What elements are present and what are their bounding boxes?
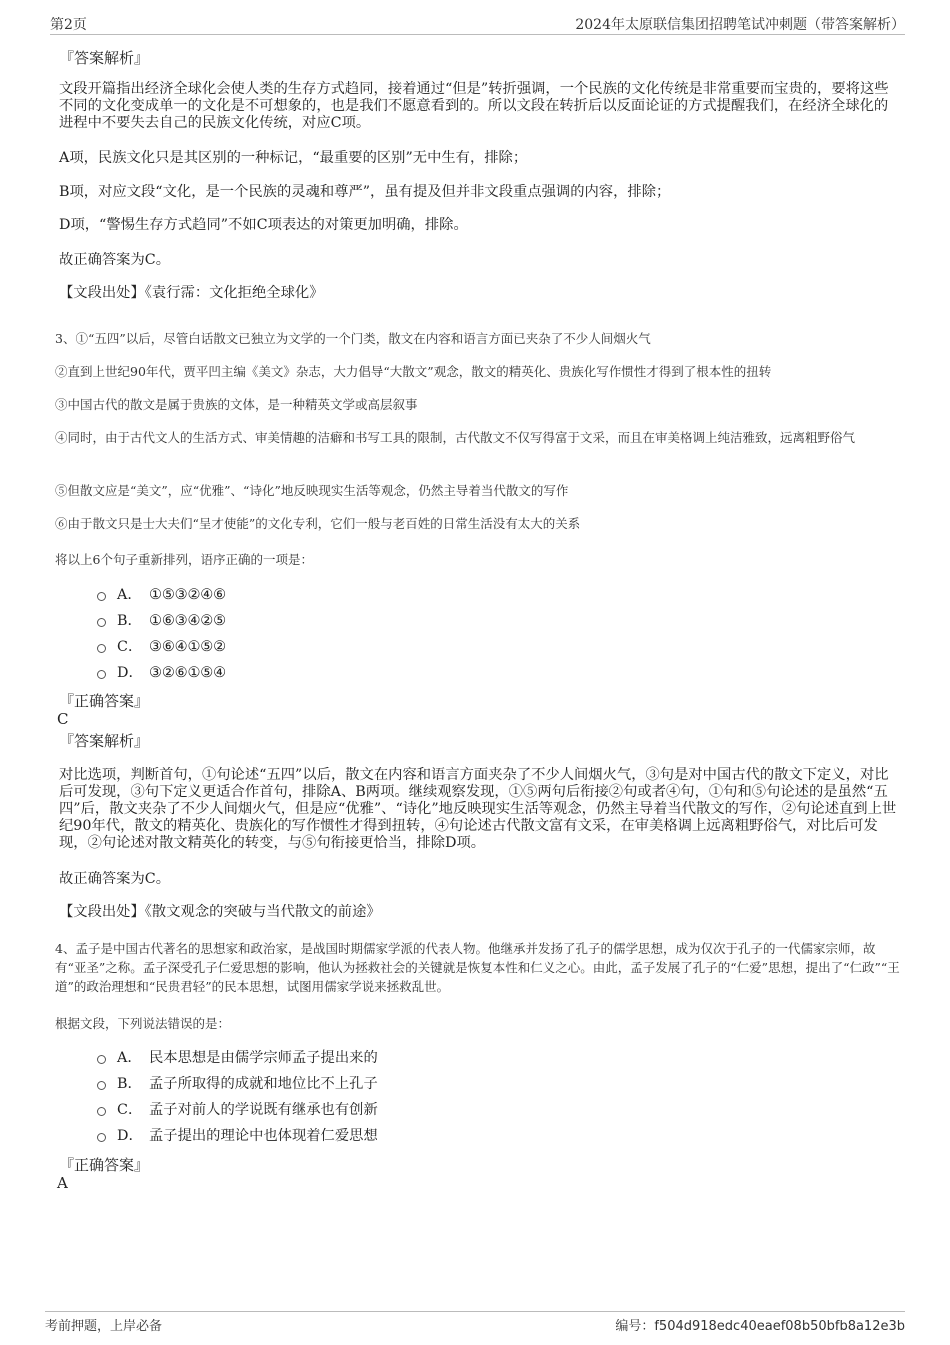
q3-conclusion: 故正确答案为C。 — [59, 871, 171, 887]
serial-number: f504d918edc40eaef08b50bfb8a12e3b — [654, 1319, 905, 1334]
radio-button[interactable] — [97, 592, 106, 601]
document-title: 2024年太原联信集团招聘笔试冲刺题（带答案解析） — [575, 17, 905, 33]
conclusion: 故正确答案为C。 — [59, 252, 171, 268]
source-citation: 【文段出处】《袁行霈：文化拒绝全球化》 — [59, 285, 324, 301]
q3-analysis-heading: 『答案解析』 — [59, 732, 150, 750]
analysis-heading: 『答案解析』 — [59, 49, 150, 67]
q4-option-d[interactable]: D． 孟子提出的理论中也体现着仁爱思想 — [97, 1126, 378, 1146]
q3-sentence-2: ②直到上世纪90年代，贾平凹主编《美文》杂志，大力倡导“大散文”观念，散文的精英化、贵族化写作惯性才得到了根本性的扭转 — [55, 364, 772, 379]
q3-prompt: 将以上6个句子重新排列，语序正确的一项是： — [55, 552, 313, 567]
q4-option-c[interactable]: C． 孟子对前人的学说既有继承也有创新 — [97, 1100, 378, 1120]
page-number: 第2页 — [50, 17, 87, 33]
q3-sentence-4: ④同时，由于古代文人的生活方式、审美情趣的洁癖和书写工具的限制，古代散文不仅写得富于文采，而且在审美格调上纯洁雅致，远离粗野俗气 — [55, 430, 856, 445]
q4-prompt: 根据文段，下列说法错误的是： — [55, 1016, 231, 1031]
page-header — [50, 14, 905, 35]
option-d-note: D项，“警惕生存方式趋同”不如C项表达的对策更加明确，排除。 — [59, 217, 468, 233]
q3-option-a[interactable]: A． ①⑤③②④⑥ — [97, 585, 226, 605]
q3-source: 【文段出处】《散文观念的突破与当代散文的前途》 — [59, 904, 381, 920]
radio-button[interactable] — [97, 1133, 106, 1142]
q4-option-a[interactable]: A． 民本思想是由儒学宗师孟子提出来的 — [97, 1048, 378, 1068]
q4-answer: A — [57, 1174, 68, 1192]
q3-answer: C — [57, 710, 69, 728]
radio-button[interactable] — [97, 1107, 106, 1116]
radio-button[interactable] — [97, 1055, 106, 1064]
option-b-note: B项，对应文段“文化，是一个民族的灵魂和尊严”，虽有提及但并非文段重点强调的内容，排除； — [59, 184, 671, 200]
q4-answer-heading: 『正确答案』 — [59, 1156, 150, 1174]
page-footer — [45, 1311, 905, 1338]
q3-sentence-5: ⑤但散文应是“美文”，应“优雅”、“诗化”地反映现实生活等观念，仍然主导着当代散文的写作 — [55, 483, 569, 498]
footer-slogan: 考前押题，上岸必备 — [45, 1319, 163, 1334]
serial-label: 编号： — [615, 1319, 655, 1334]
q4-option-b[interactable]: B． 孟子所取得的成就和地位比不上孔子 — [97, 1074, 378, 1094]
q3-option-b[interactable]: B． ①⑥③④②⑤ — [97, 611, 226, 631]
q3-sentence-1: 3、①“五四”以后，尽管白话散文已独立为文学的一个门类，散文在内容和语言方面已夹杂了不少人间烟火气 — [55, 331, 651, 346]
analysis-text: 文段开篇指出经济全球化会使人类的生存方式趋同，接着通过“但是”转折强调，一个民族的文化传统是非常重要而宝贵的，要将这些不同的文化变成单一的文化是不可想象的，也是我们不愿意看到的。所以文段在转折后以反面论证的方式提醒我们，在经济全球化的进程中不要失去自己的民族文化传统，对应C项。 — [59, 81, 889, 131]
footer-serial — [615, 1315, 905, 1334]
radio-button[interactable] — [97, 670, 106, 679]
radio-button[interactable] — [97, 1081, 106, 1090]
q3-sentence-3: ③中国古代的散文是属于贵族的文体，是一种精英文学或高层叙事 — [55, 397, 418, 412]
radio-button[interactable] — [97, 644, 106, 653]
radio-button[interactable] — [97, 618, 106, 627]
q3-analysis-text: 对比选项，判断首句，①句论述“五四”以后，散文在内容和语言方面夹杂了不少人间烟火气，③句是对中国古代的散文下定义，对比后可发现，③句下定义更适合作首句，排除A、B两项。继续观察发现，①⑤两句后衔接②句或者④句，①句和⑤句论述的是虽然“五四”后，散文夹杂了不少人间烟火气，但是应“优雅”、“诗化”地反映现实生活等观念，仍然主导着当代散文的写作，②句论述直到上世纪90年代，散文的精英化、贵族化的写作惯性才得到扭转，④句论述古代散文富有文采，在审美格调上远离粗野俗气，对比后可发现，②句论述对散文精英化的转变，与⑤句衔接更恰当，排除D项。 — [59, 767, 897, 851]
q4-passage: 4、孟子是中国古代著名的思想家和政治家，是战国时期儒家学派的代表人物。他继承并发扬了孔子的儒学思想，成为仅次于孔子的一代儒家宗师，故有“亚圣”之称。孟子深受孔子仁爱思想的影响，他认为拯救社会的关键就是恢复本性和仁义之心。由此，孟子发展了孔子的“仁爱”思想，提出了“仁政”“王道”的政治理想和“民贵君轻”的民本思想，试图用儒家学说来拯救乱世。 — [55, 941, 900, 994]
q3-answer-heading: 『正确答案』 — [59, 692, 150, 710]
q3-option-c[interactable]: C． ③⑥④①⑤② — [97, 637, 226, 657]
option-a-note: A项，民族文化只是其区别的一种标记，“最重要的区别”无中生有，排除； — [59, 150, 528, 166]
q3-sentence-6: ⑥由于散文只是士大夫们“呈才使能”的文化专利，它们一般与老百姓的日常生活没有太大的关系 — [55, 516, 581, 531]
q3-option-d[interactable]: D． ③②⑥①⑤④ — [97, 663, 226, 683]
